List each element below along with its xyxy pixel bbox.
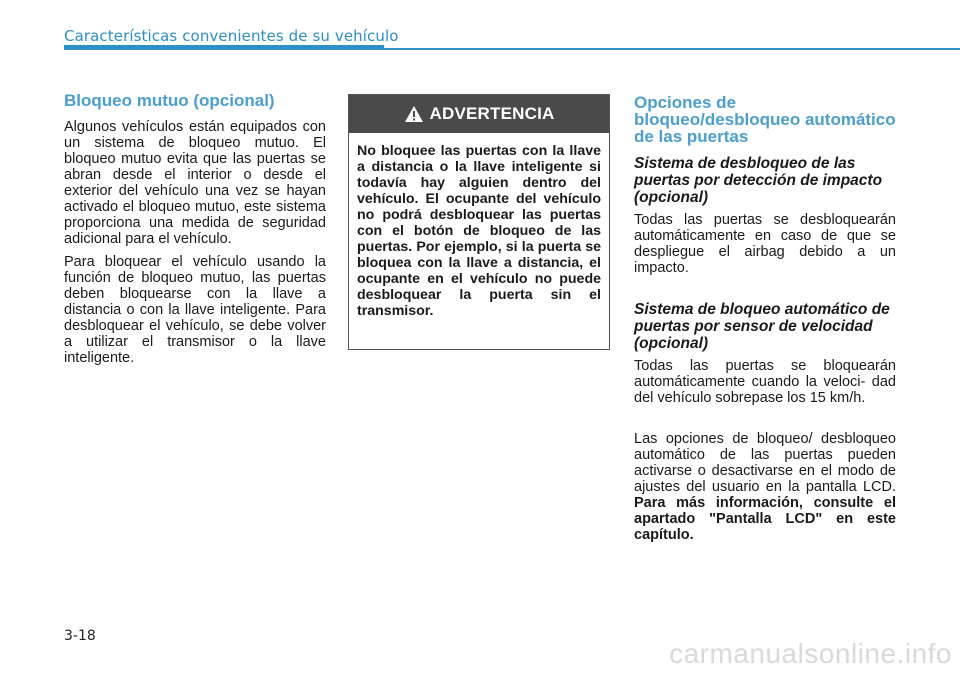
note-text: Las opciones de bloqueo/ desbloqueo automático de las puertas pueden activarse o desactivarse en el modo de ajustes del usuario en la pantalla LCD. [634, 431, 896, 495]
warning-header [349, 95, 609, 133]
subsection-title-impacto: Sistema de desbloqueo de las puertas por detección de impacto (opcional) [634, 155, 883, 206]
header-title: Características convenientes de su vehículo [64, 27, 399, 45]
page-number: 3-18 [64, 628, 96, 644]
warning-text: No bloquee las puertas con la llave a distancia o la llave inteligente si todavía hay alguien dentro del vehículo. El ocupante del vehículo no podrá desbloquear las puertas con el botón de bloqueo de las puertas. Por ejemplo, si la puerta se bloquea con la llave a distancia, el ocupante en el vehículo no puede desbloquear la puerta sin el transmisor. [357, 143, 601, 319]
warning-box [348, 94, 610, 350]
paragraph: Todas las puertas se bloquearán automáticamente cuando la veloci- dad del vehículo sobrepase los 15 km/h. [634, 358, 896, 406]
left-column [64, 92, 326, 373]
note-bold: Para más información, consulte el apartado "Pantalla LCD" en este capítulo. [634, 495, 896, 543]
watermark: carmanualsonline.info [669, 638, 952, 669]
header-rule [64, 48, 960, 50]
subsection-title-velocidad: Sistema de bloqueo automático de puertas por sensor de velocidad (opcional) [634, 301, 890, 352]
paragraph: Todas las puertas se desbloquearán automáticamente en caso de que se despliegue el airbag debido a un impacto. [634, 212, 896, 276]
section-title-opciones: Opciones de bloqueo/desbloqueo automático de las puertas [634, 93, 896, 146]
section-title-bloqueo-mutuo: Bloqueo mutuo (opcional) [64, 91, 275, 110]
paragraph: Algunos vehículos están equipados con un sistema de bloqueo mutuo. El bloqueo mutuo evita que las puertas se abran desde el interior o desde el exterior del vehículo una vez se hayan activado el bloqueo mutuo, este sistema proporciona una medida de seguridad adicional para el vehículo. [64, 119, 326, 247]
right-column [634, 94, 896, 550]
warning-triangle-icon [404, 105, 424, 123]
warning-heading: ADVERTENCIA [429, 104, 555, 123]
paragraph-lcd-note [634, 431, 896, 543]
paragraph: Para bloquear el vehículo usando la función de bloqueo mutuo, las puertas deben bloquearse con la llave a distancia o con la llave inteligente. Para desbloquear el vehículo, se debe volver a utilizar el transmisor o la llave inteligente. [64, 254, 326, 366]
